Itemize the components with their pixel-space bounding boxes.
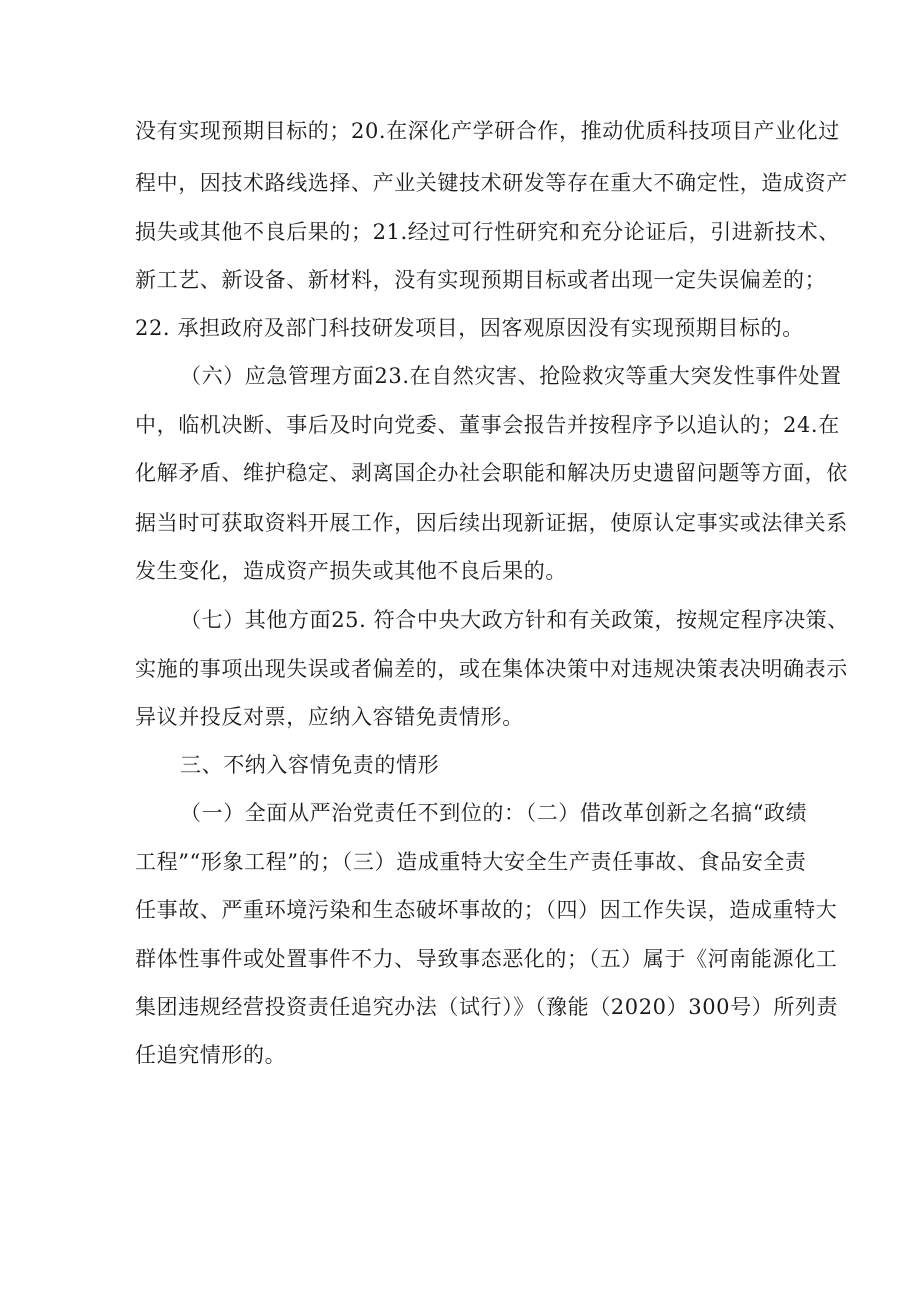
text-line: 异议并投反对票，应纳入容错免责情形。 — [135, 705, 524, 729]
text-line: 程中，因技术路线选择、产业关键技术研发等存在重大不确定性，造成资产 — [135, 171, 848, 195]
text-line: 损失或其他不良后果的；21.经过可行性研究和充分论证后，引进新技术、 — [135, 220, 840, 244]
text-line: 化解矛盾、维护稳定、剥离国企办社会职能和解决历史遗留问题等方面，依 — [135, 461, 848, 485]
text-line: 群体性事件或处置事件不力、导致事态恶化的；（五）属于《河南能源化工 — [135, 947, 838, 971]
text-line: 实施的事项出现失误或者偏差的，或在集体决策中对违规决策表决明确表示 — [135, 657, 848, 681]
text-line: （一）全面从严治党责任不到位的：（二）借改革创新之名搞“政绩 — [180, 801, 808, 825]
section-heading: 三、不纳入容情免责的情形 — [180, 753, 440, 777]
text-line: （六）应急管理方面23.在自然灾害、抢险救灾等重大突发性事件处置 — [180, 364, 842, 388]
text-line: 集团违规经营投资责任追究办法（试行）》（豫能（2020）300号）所列责 — [135, 995, 839, 1019]
text-line: 据当时可获取资料开展工作，因后续出现新证据，使原认定事实或法律关系 — [135, 511, 848, 535]
text-line: 新工艺、新设备、新材料，没有实现预期目标或者出现一定失误偏差的； — [135, 268, 827, 292]
text-line: （七）其他方面25. 符合中央大政方针和有关政策，按规定程序决策、 — [180, 608, 849, 632]
text-line: 任追究情形的。 — [135, 1043, 287, 1067]
text-line: 22. 承担政府及部门科技研发项目，因客观原因没有实现预期目标的。 — [135, 316, 804, 340]
text-line: 发生变化，造成资产损失或其他不良后果的。 — [135, 559, 567, 583]
text-line: 中，临机决断、事后及时向党委、董事会报告并按程序予以追认的；24.在 — [135, 413, 840, 437]
text-line: 任事故、严重环境污染和生态破坏事故的；（四）因工作失误，造成重特大 — [135, 898, 838, 922]
text-line: 没有实现预期目标的；20.在深化产学研合作，推动优质科技项目产业化过 — [135, 119, 840, 143]
text-line: 工程”“形象工程”的；（三）造成重特大安全生产责任事故、食品安全责 — [135, 850, 807, 874]
